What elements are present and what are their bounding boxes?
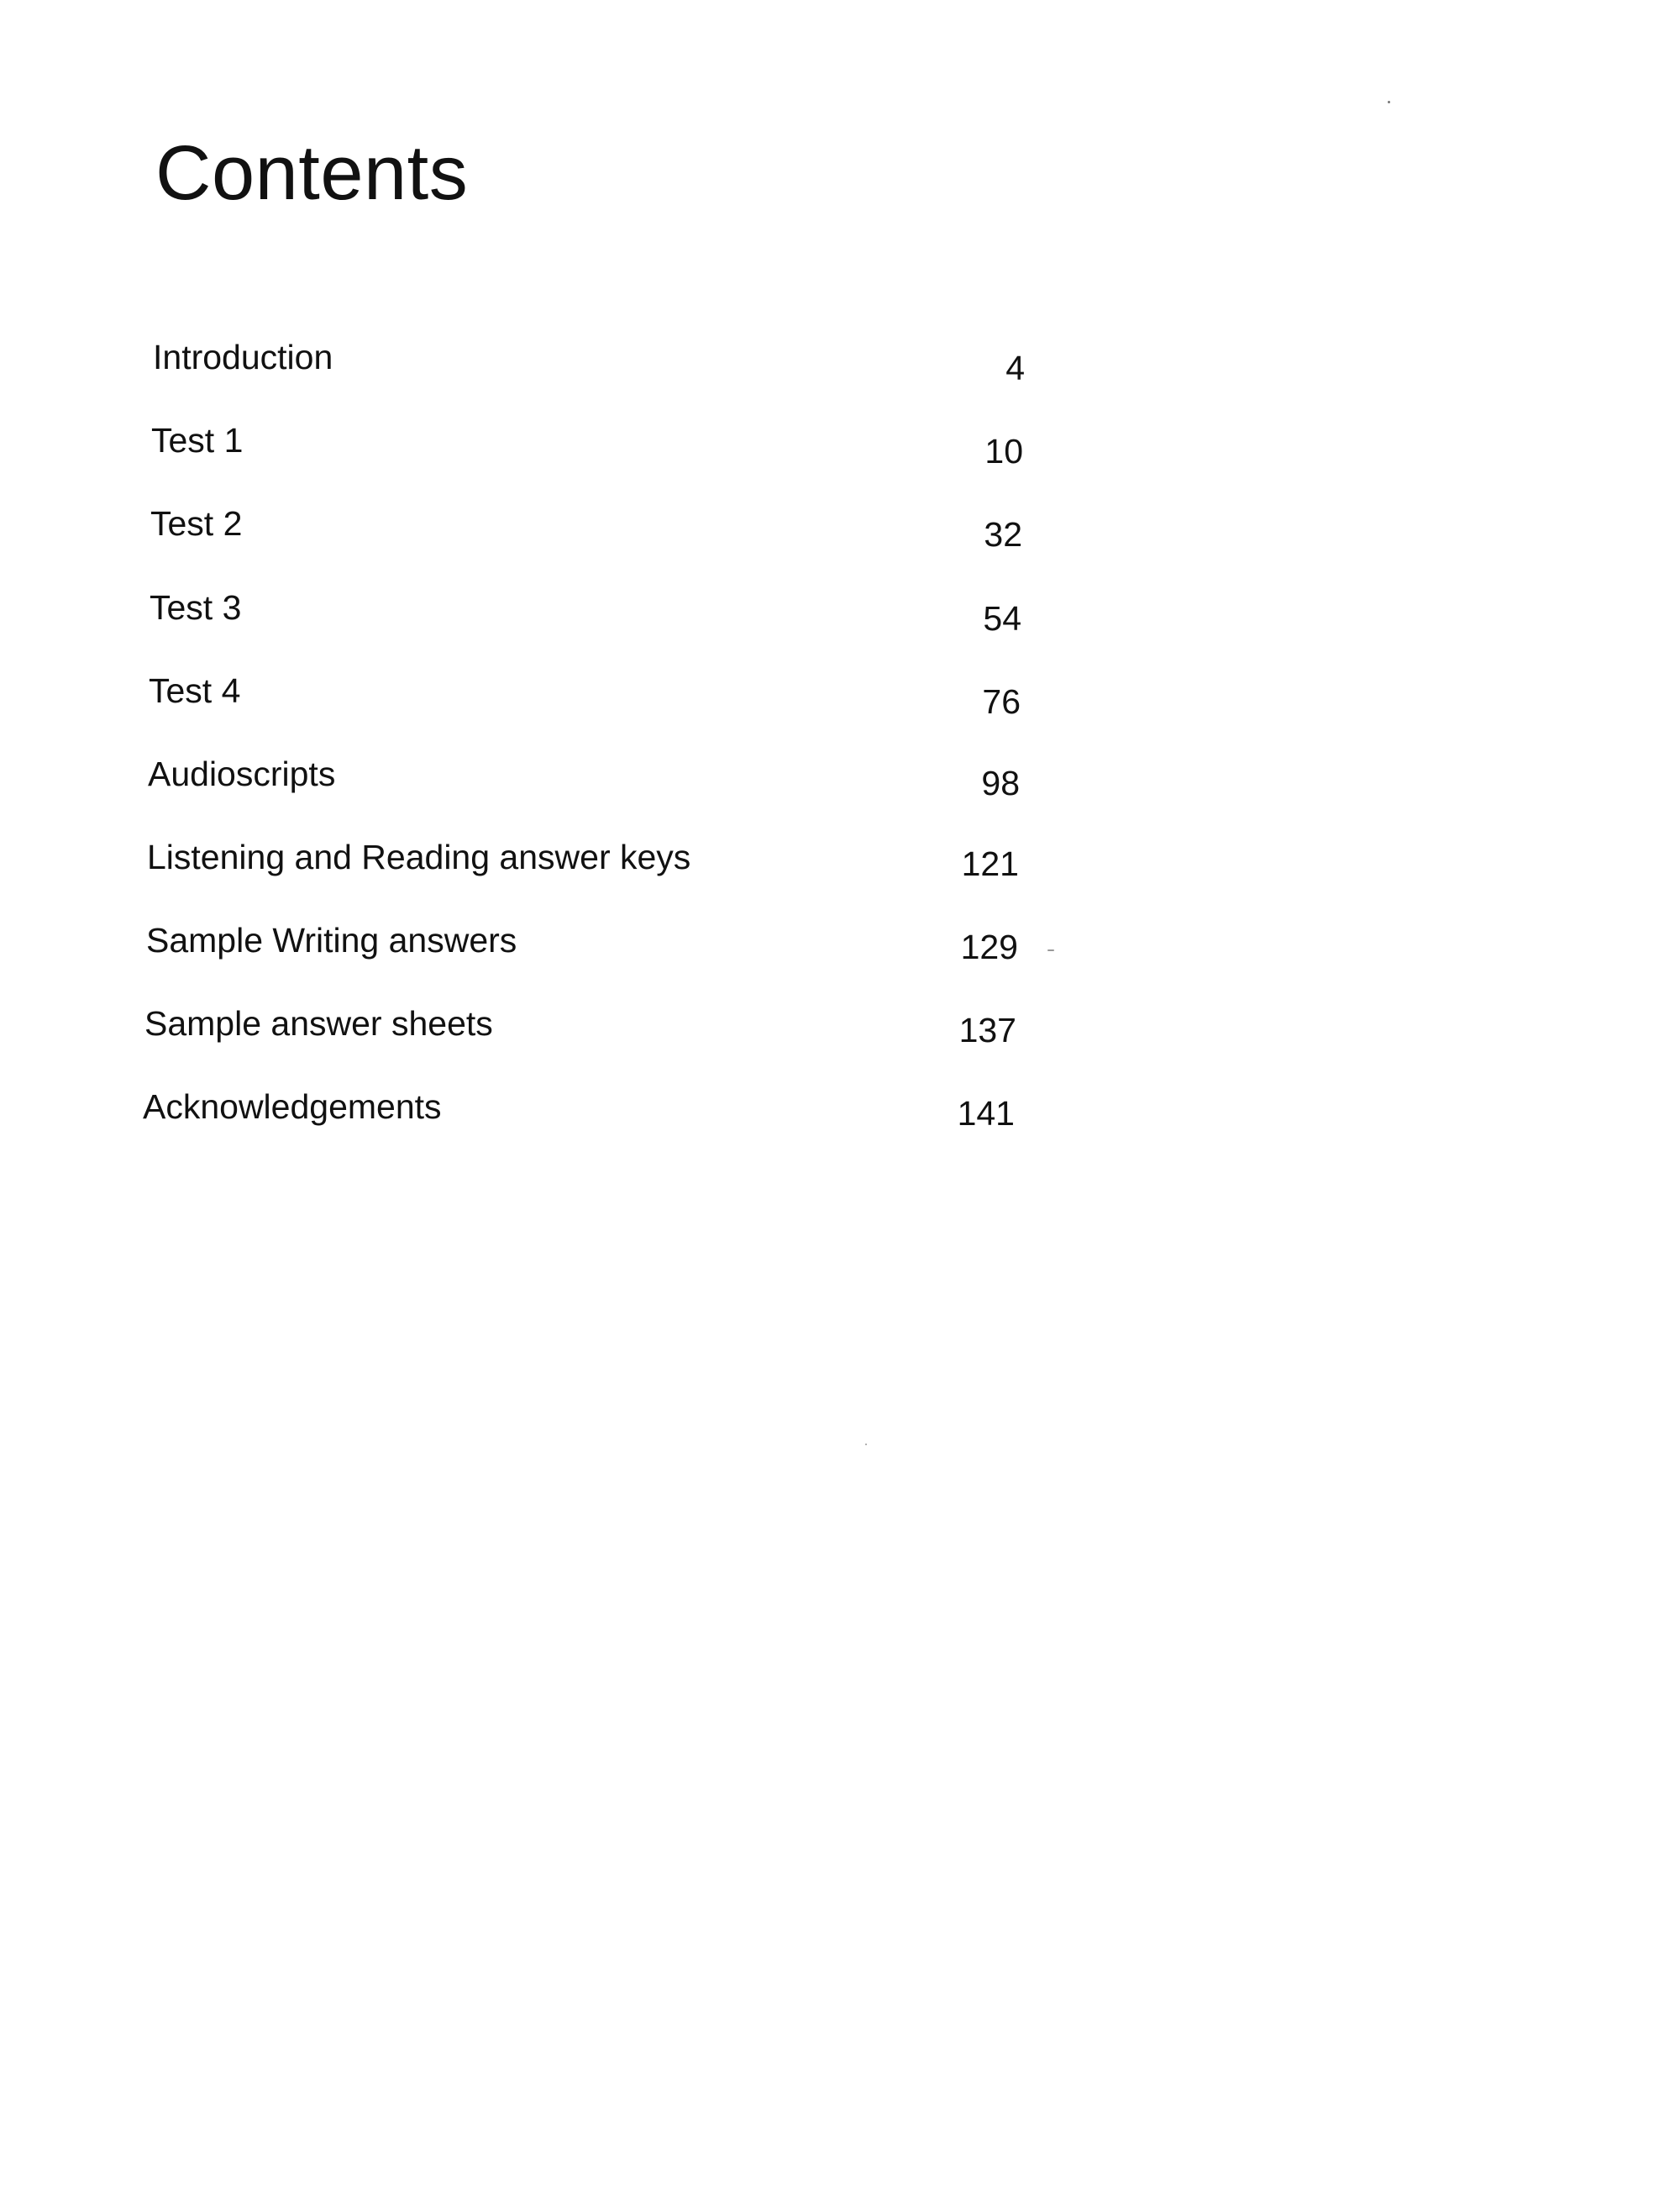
toc-entry-test-3 <box>0 586 1680 654</box>
toc-entry-label: Sample answer sheets <box>144 1004 493 1043</box>
page-title: Contents <box>155 130 469 216</box>
toc-entry-sample-answer-sheets <box>0 1002 1680 1070</box>
toc-entry-page-number: 4 <box>1005 349 1025 387</box>
scan-speck <box>1388 101 1390 103</box>
toc-entry-page-number: 141 <box>957 1094 1015 1133</box>
toc-entry-label: Test 3 <box>150 588 242 627</box>
toc-entry-test-4 <box>0 670 1680 737</box>
toc-entry-label: Sample Writing answers <box>146 921 517 960</box>
toc-entry-label: Audioscripts <box>148 755 336 793</box>
toc-entry-answer-keys <box>0 836 1680 903</box>
toc-entry-page-number: 98 <box>981 764 1020 802</box>
toc-entry-test-1 <box>0 419 1680 487</box>
toc-entry-label: Test 1 <box>151 421 244 460</box>
toc-entry-page-number: 137 <box>958 1011 1016 1049</box>
toc-entry-page-number: 10 <box>984 432 1023 471</box>
toc-entry-page-number: 121 <box>961 844 1019 883</box>
toc-entry-audioscripts <box>0 753 1680 820</box>
toc-entry-sample-writing-answers <box>0 919 1680 986</box>
toc-entry-introduction <box>0 336 1680 403</box>
toc-entry-page-number: 129 <box>960 928 1018 966</box>
toc-entry-test-2 <box>0 502 1680 570</box>
toc-entry-label: Introduction <box>153 338 333 376</box>
scan-speck <box>865 1444 867 1445</box>
toc-entry-label: Listening and Reading answer keys <box>147 838 691 876</box>
scan-speck <box>1047 949 1054 951</box>
toc-entry-page-number: 32 <box>984 515 1022 554</box>
toc-entry-acknowledgements <box>0 1086 1680 1153</box>
toc-entry-page-number: 76 <box>982 682 1021 721</box>
toc-entry-label: Test 4 <box>149 671 241 710</box>
toc-entry-page-number: 54 <box>983 599 1021 638</box>
toc-entry-label: Acknowledgements <box>143 1087 442 1126</box>
toc-entry-label: Test 2 <box>150 504 243 543</box>
